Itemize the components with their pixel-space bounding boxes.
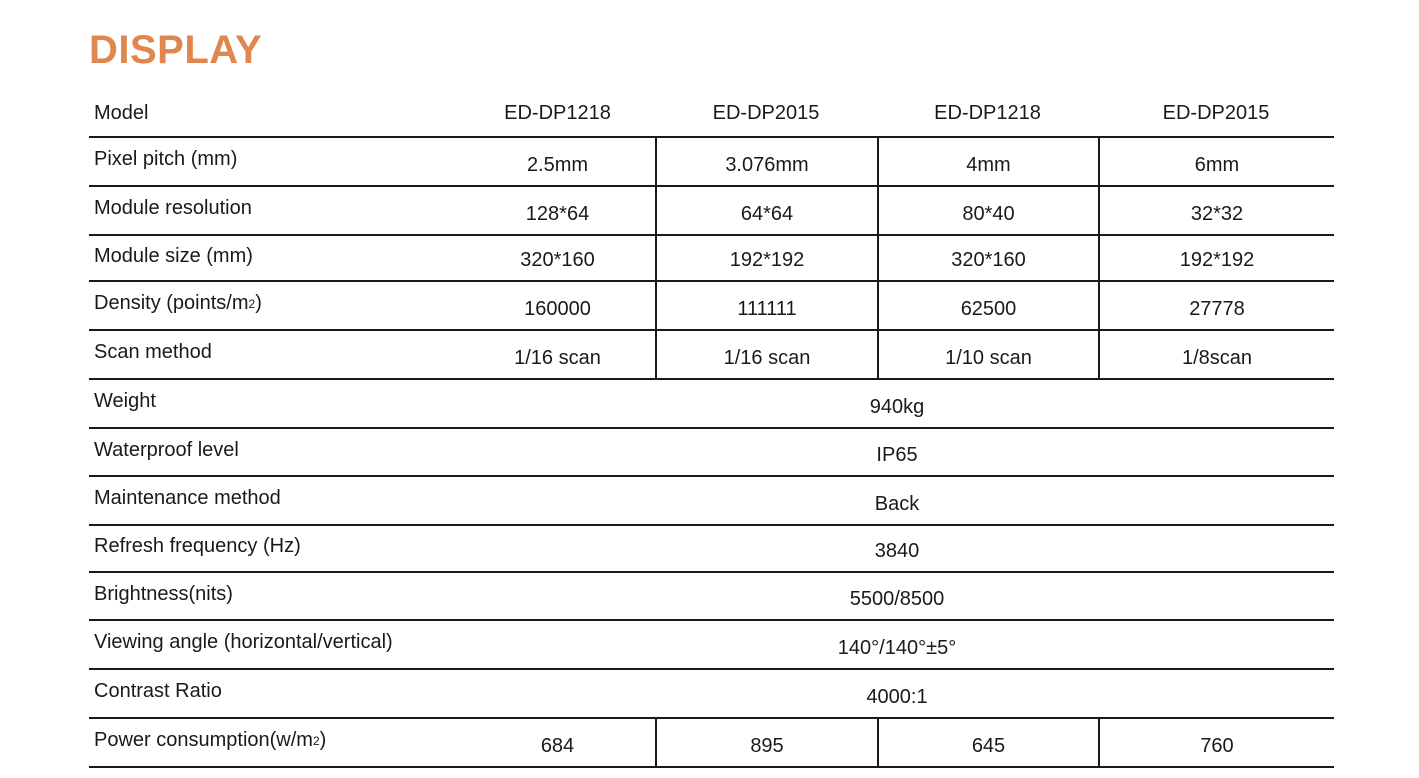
- row-label: Maintenance method: [94, 487, 281, 509]
- row-label: Waterproof level: [94, 438, 239, 461]
- row-label: Module resolution: [94, 197, 252, 219]
- label-text: Density (points/m: [94, 292, 249, 314]
- table-cell: 192*192: [655, 236, 877, 280]
- table-cell: 1/10 scan: [877, 331, 1098, 378]
- table-cell: 111111: [655, 282, 877, 329]
- table-cell: 192*192: [1098, 236, 1334, 280]
- table-row: [89, 331, 1334, 380]
- table-cell: 2.5mm: [526, 154, 589, 176]
- row-label: Weight: [94, 390, 156, 412]
- row-label: Pixel pitch (mm): [94, 148, 238, 170]
- table-cell: 760: [1098, 719, 1334, 766]
- table-row: [89, 187, 1334, 236]
- page-title: DISPLAY: [89, 28, 263, 72]
- table-cell: 62500: [877, 282, 1098, 329]
- table-cell: 320*160: [520, 249, 595, 271]
- table-cell: 4mm: [877, 138, 1098, 185]
- table-cell: 1/8scan: [1098, 331, 1334, 378]
- table-cell: 160000: [524, 298, 591, 320]
- table-cell: 64*64: [655, 187, 877, 234]
- table-cell: 645: [877, 719, 1098, 766]
- table-row: [89, 719, 1334, 768]
- table-row: [89, 138, 1334, 187]
- row-label: Density (points/m 2 ): [94, 292, 262, 314]
- table-cell: 27778: [1098, 282, 1334, 329]
- table-cell: 320*160: [877, 236, 1098, 280]
- table-cell: 80*40: [877, 187, 1098, 234]
- row-label: Power consumption(w/m 2 ): [94, 729, 327, 751]
- row-label: Contrast Ratio: [94, 680, 222, 702]
- table-row: [89, 380, 1334, 429]
- table-row: [89, 429, 1334, 477]
- table-cell: 3.076mm: [655, 138, 877, 185]
- table-cell: 895: [655, 719, 877, 766]
- table-cell: 684: [540, 735, 575, 757]
- model-1: ED-DP1218: [504, 102, 611, 124]
- label-text-end: ): [255, 292, 262, 314]
- table-cell: 32*32: [1098, 187, 1334, 234]
- model-2: ED-DP2015: [712, 102, 820, 124]
- model-3: ED-DP1218: [934, 102, 1041, 124]
- table-row: [89, 573, 1334, 621]
- table-row: [89, 621, 1334, 670]
- row-label: Brightness(nits): [94, 582, 233, 605]
- table-row: [89, 526, 1334, 573]
- table-header-row: [89, 91, 1334, 138]
- row-label: Refresh frequency (Hz): [94, 535, 301, 557]
- table-cell: 128*64: [525, 203, 590, 225]
- table-row: [89, 477, 1334, 526]
- table-cell: 5500/8500: [849, 588, 945, 610]
- table-row: [89, 236, 1334, 282]
- label-text-end: ): [319, 729, 327, 751]
- table-cell: 1/16 scan: [655, 331, 877, 378]
- row-label: Viewing angle (horizontal/vertical): [94, 631, 393, 653]
- row-label: Module size (mm): [94, 244, 253, 267]
- row-label: Scan method: [94, 341, 212, 363]
- table-cell: 140°/140°±5°: [837, 637, 957, 659]
- table-cell: 1/16 scan: [514, 347, 601, 369]
- row-label: Model: [94, 102, 149, 124]
- model-4: ED-DP2015: [1162, 102, 1270, 124]
- table-cell: 6mm: [1098, 138, 1334, 185]
- table-cell: 3840: [874, 540, 920, 562]
- table-cell: 4000:1: [866, 686, 928, 708]
- table-row: [89, 670, 1334, 719]
- table-cell: IP65: [876, 444, 918, 466]
- table-cell: Back: [874, 493, 920, 515]
- table-row: [89, 282, 1334, 331]
- table-cell: 940kg: [869, 396, 925, 418]
- label-text: Power consumption(w/m: [94, 729, 313, 751]
- spec-table: [89, 91, 1334, 768]
